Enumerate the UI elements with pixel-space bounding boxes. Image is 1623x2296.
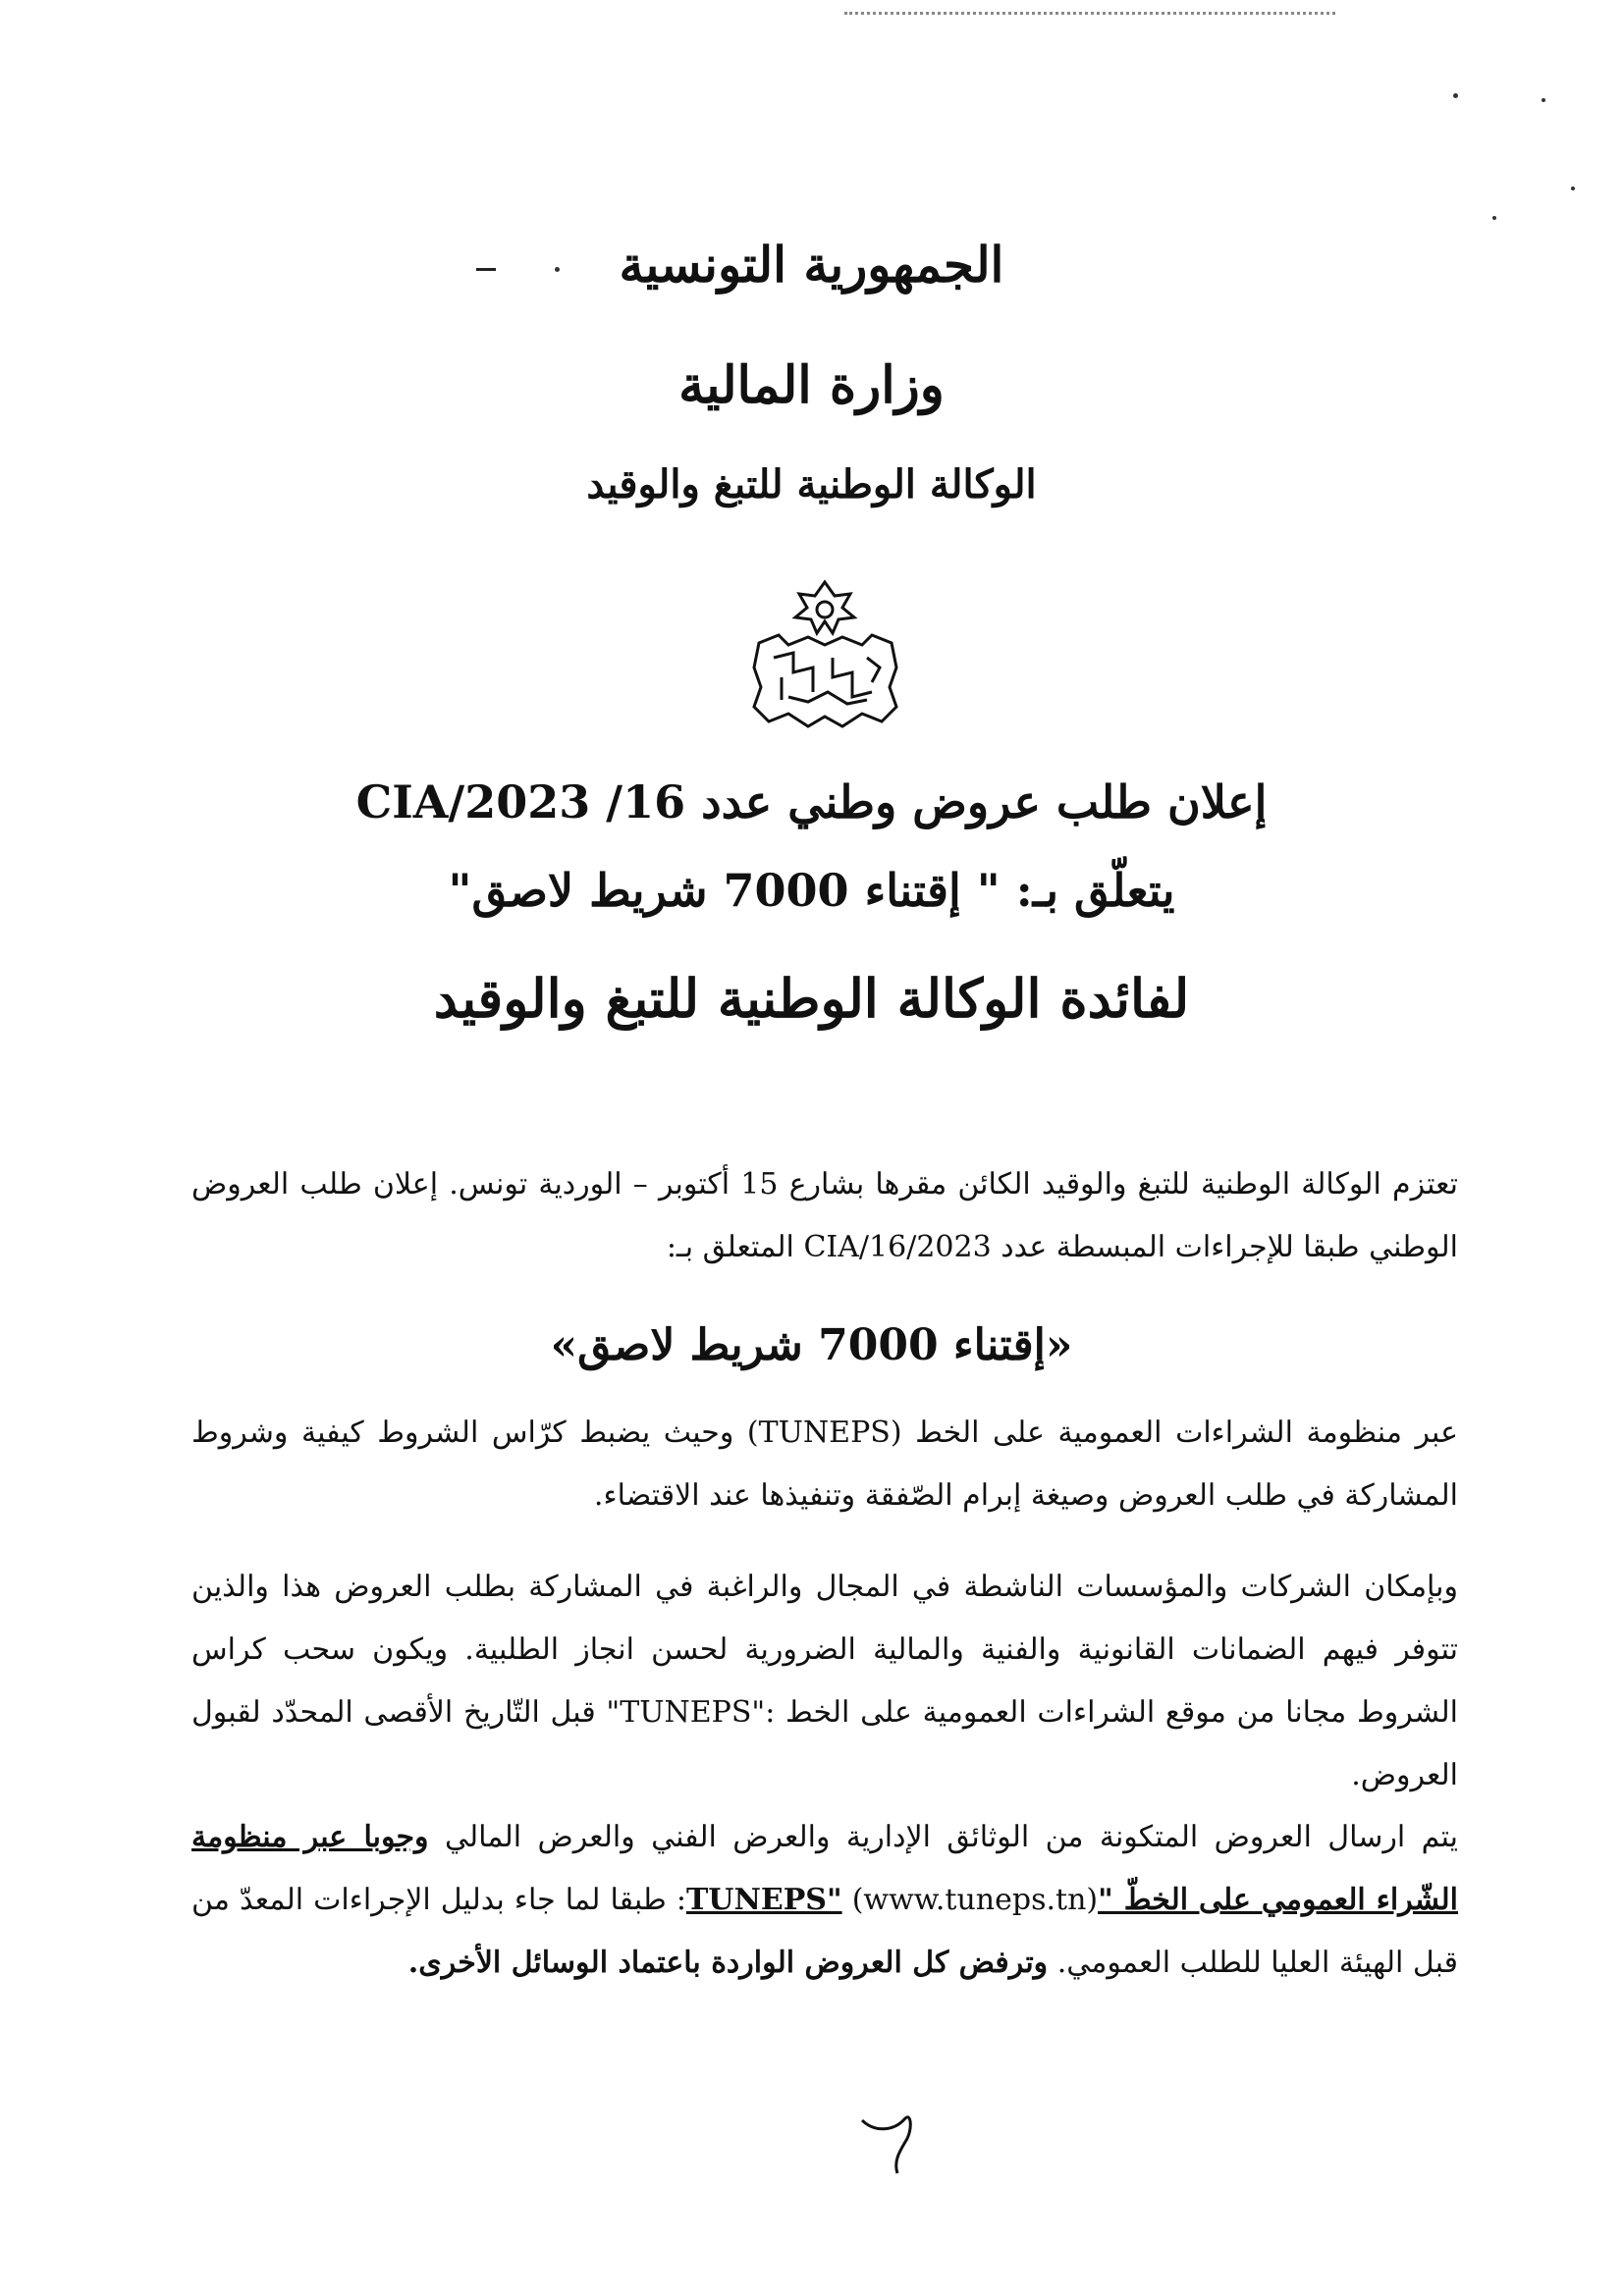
submission-mandatory-text: وجوبا عبر منظومة الشّراء العمومي على الخطّ "TUNEPS" [191, 1820, 1458, 1917]
tender-beneficiary-line: لفائدة الوكالة الوطنية للتبغ والوقيد [433, 967, 1190, 1030]
submission-reference-text: (www.tuneps.tn): طبقا لما جاء بدليل الإجراءات المعدّ من قبل الهيئة العليا للطلب العمومي. [191, 1883, 1458, 1980]
subject-heading: «إقتناء 7000 شريط لاصق» [550, 1320, 1073, 1370]
agency-emblem-icon [734, 574, 916, 741]
submission-text: يتم ارسال العروض المتكونة من الوثائق الإدارية والعرض الفني والعرض المالي [444, 1820, 1458, 1854]
scan-speck [1453, 93, 1458, 98]
ministry-heading: وزارة المالية [678, 355, 945, 415]
intro-paragraph: تعتزم الوكالة الوطنية للتبغ والوقيد الكائن مقرها بشارع 15 أكتوبر – الوردية تونس. إعلان طلب العروض الوطني طبقا للإجراءات المبسطة عدد 2023/CIA/16 المتعلق بـ: [191, 1167, 1459, 1264]
tender-subject-line: يتعلّق بـ: " إقتناء 7000 شريط لاصق" [448, 864, 1175, 917]
signature-mark [854, 2091, 923, 2179]
tuneps-paragraph: عبر منظومة الشراءات العمومية على الخط (TUNEPS) وحيث يضبط كرّاس الشروط كيفية وشروط المشاركة في طلب العروض وصيغة إبرام الصّفقة وتنفيذها عند الاقتضاء. [191, 1415, 1458, 1513]
tender-title: إعلان طلب عروض وطني عدد 16/ 2023/CIA [355, 775, 1268, 828]
submission-paragraph [191, 1806, 1458, 1995]
scan-speck [1542, 98, 1545, 102]
eligibility-paragraph: وبإمكان الشركات والمؤسسات الناشطة في المجال والراغبة في المشاركة بطلب العروض هذا والذين تتوفر فيهم الضمانات القانونية والفنية والمالية الضرورية لحسن انجاز الطلبية. ويكون سحب كراس الشروط مجانا من موقع الشراءات العمومية على الخط :"TUNEPS" قبل التّاريخ الأقصى المحدّد لقبول العروض. [191, 1570, 1458, 1792]
scan-speck [1571, 187, 1575, 190]
scan-speck [555, 267, 560, 272]
submission-rejection-text: وترفض كل العروض الواردة باعتماد الوسائل الأخرى. [407, 1946, 1049, 1980]
country-heading: الجمهورية التونسية [619, 236, 1004, 294]
scan-speck [1492, 216, 1496, 220]
agency-heading: الوكالة الوطنية للتبغ والوقيد [586, 461, 1037, 507]
scan-header-dots [844, 12, 1335, 19]
scan-dash [476, 268, 496, 271]
